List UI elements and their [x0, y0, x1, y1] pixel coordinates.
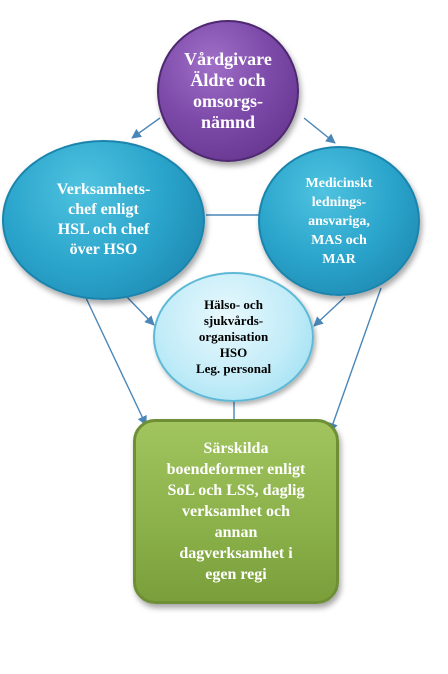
node-sarskilda-boendeformer — [133, 419, 339, 604]
node-verksamhetschef-text — [57, 180, 151, 260]
node-vardgivare-text — [184, 49, 272, 133]
node-halso-sjukvard-line: Leg. personal — [195, 361, 272, 376]
node-medicinskt-ansvariga-text — [306, 174, 373, 269]
node-sarskilda-boendeformer-text — [167, 438, 306, 585]
node-sarskilda-boendeformer-line: dagverksamhet i — [179, 545, 293, 562]
node-sarskilda-boendeformer-line: verksamhet och — [182, 503, 290, 520]
node-verksamhetschef — [2, 140, 205, 300]
node-halso-sjukvard-line: HSO — [219, 345, 248, 360]
node-vardgivare-line: Vårdgivare — [184, 49, 272, 69]
node-halso-sjukvard — [153, 272, 314, 402]
node-sarskilda-boendeformer-line: boendeformer enligt — [166, 461, 306, 478]
arrow-left-to-bottom — [86, 298, 146, 425]
node-medicinskt-ansvariga-line: ansvariga, — [308, 213, 370, 229]
node-vardgivare-line: nämnd — [200, 112, 256, 132]
node-verksamhetschef-line: chef enligt — [68, 201, 139, 218]
node-sarskilda-boendeformer-line: Särskilda — [203, 440, 269, 457]
arrow-right-to-bottom — [330, 288, 381, 432]
node-medicinskt-ansvariga-line: Medicinskt — [305, 175, 373, 191]
node-halso-sjukvard-line: sjukvårds- — [203, 313, 264, 328]
node-vardgivare-line: Äldre och — [190, 70, 266, 90]
arrow-top-to-right — [304, 118, 335, 143]
node-sarskilda-boendeformer-line: SoL och LSS, daglig — [167, 482, 305, 499]
node-verksamhetschef-line: HSL och chef — [57, 221, 150, 238]
node-vardgivare — [157, 20, 299, 162]
node-verksamhetschef-line: över HSO — [69, 241, 138, 258]
node-halso-sjukvard-line: organisation — [198, 329, 269, 344]
node-verksamhetschef-line: Verksamhets- — [56, 181, 151, 198]
node-halso-sjukvard-text — [196, 297, 271, 377]
node-halso-sjukvard-line: Hälso- och — [204, 297, 263, 312]
node-sarskilda-boendeformer-line: annan — [214, 524, 258, 541]
node-medicinskt-ansvariga-line: MAS och — [311, 232, 367, 248]
arrow-top-to-left — [132, 118, 160, 138]
node-medicinskt-ansvariga-line: MAR — [322, 251, 356, 267]
node-medicinskt-ansvariga-line: lednings- — [311, 194, 367, 210]
node-medicinskt-ansvariga — [258, 146, 420, 296]
arrow-right-to-center — [314, 297, 345, 326]
arrow-left-to-center — [126, 296, 154, 325]
node-sarskilda-boendeformer-line: egen regi — [205, 566, 267, 583]
node-vardgivare-line: omsorgs- — [193, 91, 263, 111]
